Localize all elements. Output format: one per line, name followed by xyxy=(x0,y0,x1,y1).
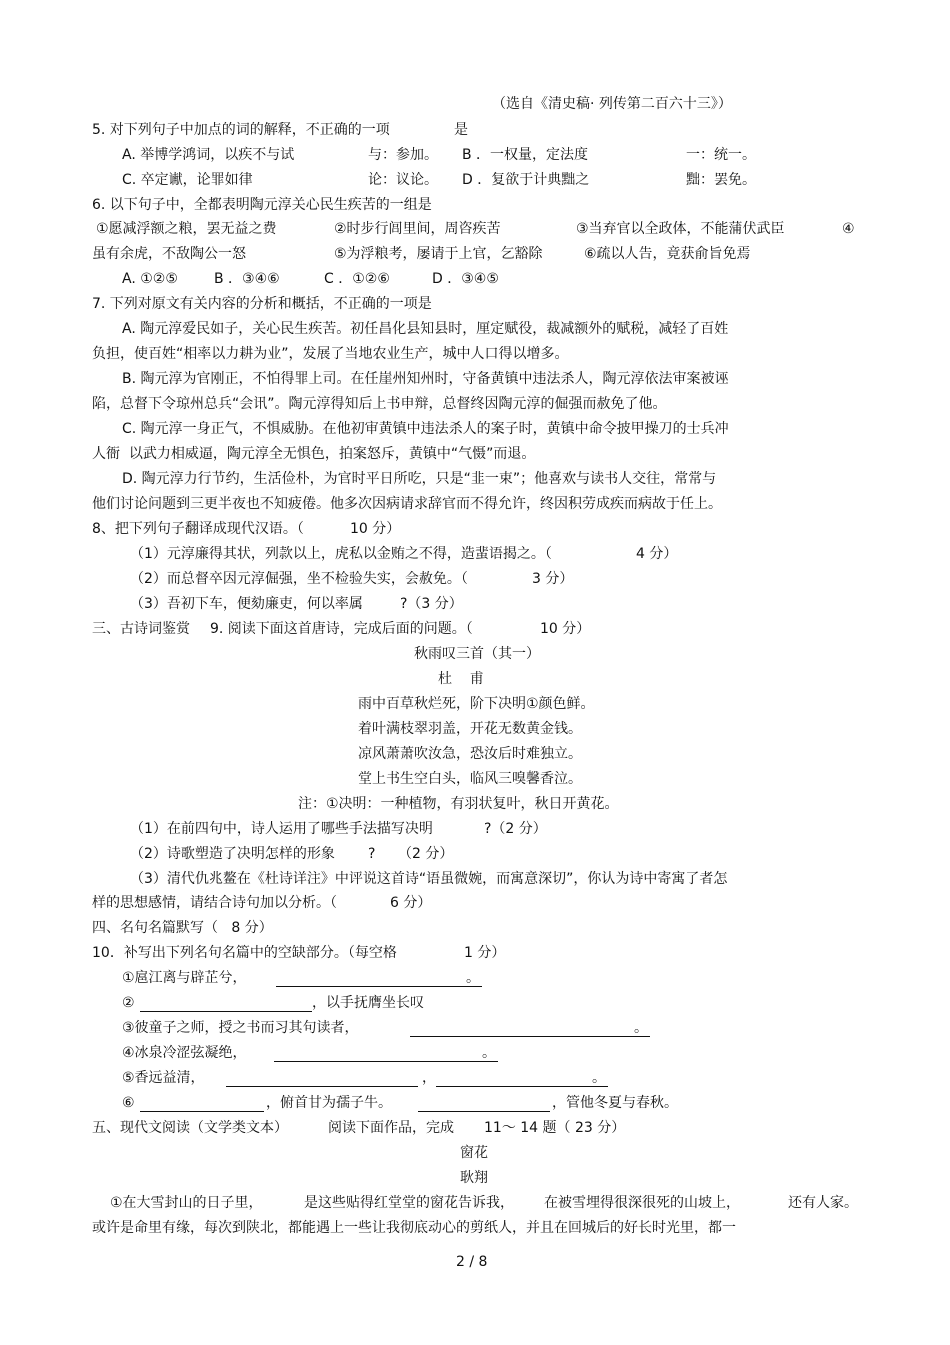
poem-line-3: 凉风萧萧吹汝急，恐汝后时难独立。 xyxy=(358,746,582,762)
q8-item-2-points: 3 分） xyxy=(532,571,574,587)
poem-line-1: 雨中百草秋烂死，阶下决明①颜色鲜。 xyxy=(358,696,595,712)
blank-5b-line[interactable] xyxy=(436,1072,608,1087)
q5-option-b-explanation: 一：统一。 xyxy=(686,147,756,163)
paragraph-1-part-a: ①在大雪封山的日子里， xyxy=(110,1195,263,1211)
poem-line-4: 堂上书生空白头，临风三嗅馨香泣。 xyxy=(358,771,582,787)
q8-item-3-points: ?（3 分） xyxy=(400,596,463,612)
paragraph-1-line2: 或许是命里有缘，每次到陕北，都能遇上一些让我彻底动心的剪纸人，并且在回城后的好长时光里，都一 xyxy=(92,1220,736,1236)
blank-6a-line[interactable] xyxy=(140,1097,264,1112)
q10-stem: 10．补写出下列名句名篇中的空缺部分。（每空格 xyxy=(92,945,397,961)
q7-stem: 7. 下列对原文有关内容的分析和概括，不正确的一项是 xyxy=(92,296,432,312)
blank-5-prompt: ⑤香远益清， xyxy=(122,1070,205,1086)
source-citation: （选自《清史稿· 列传第二百六十三》） xyxy=(492,96,732,112)
q7-option-b-line2: 陷，总督下令琼州总兵“会讯”。陶元淳得知后上书申辩，总督终因陶元淳的倔强而赦免了他。 xyxy=(92,396,667,412)
q6-option-a: A. ①②⑤ xyxy=(122,271,178,287)
q9-part-1: （1）在前四句中，诗人运用了哪些手法描写决明 xyxy=(130,821,433,837)
section-5-heading: 五、现代文阅读（文学类文本） xyxy=(92,1120,288,1136)
blank-6-end: ，管他冬夏与春秋。 xyxy=(552,1095,678,1111)
q5-option-d: D ．复欲于计典黜之 xyxy=(462,172,590,188)
q6-sentence-4-marker: ④ xyxy=(842,221,855,237)
q9-points: 10 分） xyxy=(540,621,591,637)
q8-item-2: （2）而总督卒因元淳倔强，坐不检验失实，会赦免。（ xyxy=(130,571,468,587)
q5-stem: 5. 对下列句子中加点的词的解释，不正确的一项 xyxy=(92,122,390,138)
article-title: 窗花 xyxy=(460,1145,488,1161)
paragraph-1-part-b: 是这些贴得红堂堂的窗花告诉我， xyxy=(304,1195,514,1211)
blank-2-marker: ② xyxy=(122,995,135,1011)
q5-option-a: A. 举博学鸿词，以疾不与试 xyxy=(122,147,295,163)
q8-item-1: （1）元淳廉得其状，列款以上，虎私以金贿之不得，造蜚语揭之。（ xyxy=(130,546,552,562)
q5-option-d-explanation: 黜：罢免。 xyxy=(686,172,756,188)
article-author: 耿翔 xyxy=(460,1170,488,1186)
q6-sentence-1: ①愿减浮额之粮，罢无益之费 xyxy=(96,221,277,237)
q9-part-2: （2）诗歌塑造了决明怎样的形象 xyxy=(130,846,335,862)
blank-3-period: 。 xyxy=(634,1020,648,1036)
q9-part-3-line2: 样的思想感情，请结合诗句加以分析。（ xyxy=(92,895,337,911)
paragraph-1-part-c: 在被雪埋得很深很死的山坡上， xyxy=(544,1195,740,1211)
poem-title: 秋雨叹三首（其一） xyxy=(414,646,540,662)
q9-part-3-line1: （3）清代仇兆鳌在《杜诗详注》中评说这首诗“语虽微婉，而寓意深切”，你认为诗中寄寓了者怎 xyxy=(130,871,728,887)
blank-4-period: 。 xyxy=(482,1045,496,1061)
q9-part-2-points: （2 分） xyxy=(398,846,454,862)
section-4-heading: 四、名句名篇默写（ 8 分） xyxy=(92,920,273,936)
q9-stem: 9. 阅读下面这首唐诗，完成后面的问题。（ xyxy=(210,621,473,637)
blank-1-prompt: ①扈江离与辟芷兮， xyxy=(122,970,247,986)
q9-part-3-points: 6 分） xyxy=(390,895,432,911)
q6-sentence-2: ②时步行闾里间，周咨疾苦 xyxy=(334,221,501,237)
q6-option-b: B ．③④⑥ xyxy=(214,271,280,287)
paragraph-1-part-d: 还有人家。 xyxy=(788,1195,858,1211)
blank-6b-line[interactable] xyxy=(418,1097,550,1112)
q5-option-c-explanation: 论：议论。 xyxy=(368,172,438,188)
q5-option-a-explanation: 与：参加。 xyxy=(368,147,438,163)
q5-stem-end: 是 xyxy=(454,122,468,138)
q6-stem: 6. 以下句子中，全都表明陶元淳关心民生疾苦的一组是 xyxy=(92,197,432,213)
blank-5-period: 。 xyxy=(592,1070,606,1086)
blank-6-middle: ，俯首甘为孺子牛。 xyxy=(266,1095,392,1111)
q7-option-d-line1: D. 陶元淳力行节约，生活俭朴，为官时平日所吃，只是“韭一束”；他喜欢与读书人交往，常常与 xyxy=(122,471,717,487)
q8-item-1-points: 4 分） xyxy=(636,546,678,562)
q7-option-c-line2: 人衙 以武力相威逼，陶元淳全无惧色，拍案怒斥，黄镇中“气慑”而退。 xyxy=(92,446,536,462)
section-3-heading: 三、古诗词鉴赏 xyxy=(92,621,190,637)
blank-4-prompt: ④冰泉冷涩弦凝绝， xyxy=(122,1045,247,1061)
q5-option-b: B ．一权量，定法度 xyxy=(462,147,589,163)
poem-author: 杜 甫 xyxy=(438,671,484,687)
page-number: 2 / 8 xyxy=(456,1254,488,1270)
blank-5a-line[interactable] xyxy=(226,1072,418,1087)
q5-option-c: C. 卒定谳，论罪如律 xyxy=(122,172,253,188)
q9-part-2-qmark: ? xyxy=(368,846,376,862)
poem-line-2: 着叶满枝翠羽盖，开花无数黄金钱。 xyxy=(358,721,582,737)
q8-stem: 8、把下列句子翻译成现代汉语。（ xyxy=(92,521,304,537)
blank-3-line[interactable] xyxy=(410,1022,650,1037)
q7-option-a-line2: 负担，使百姓“相率以力耕为业”，发展了当地农业生产，城中人口得以增多。 xyxy=(92,346,569,362)
blank-5-comma: ， xyxy=(422,1070,436,1086)
blank-2-text: ，以手抚膺坐长叹 xyxy=(312,995,424,1011)
poem-note: 注：①决明：一种植物，有羽状复叶，秋日开黄花。 xyxy=(298,796,619,812)
q6-sentence-6: ⑥疏以人告，竟获俞旨免焉 xyxy=(584,246,751,262)
q9-part-1-points: ?（2 分） xyxy=(484,821,547,837)
q7-option-a-line1: A. 陶元淳爱民如子，关心民生疾苦。初任昌化县知县时，厘定赋役，裁减额外的赋税，减轻了百姓 xyxy=(122,321,729,337)
blank-1-period: 。 xyxy=(466,970,480,986)
blank-3-prompt: ③彼童子之师，授之书而习其句读者， xyxy=(122,1020,359,1036)
q6-option-d: D ．③④⑤ xyxy=(432,271,499,287)
q7-option-c-line1: C. 陶元淳一身正气，不惧威胁。在他初审黄镇中违法杀人的案子时，黄镇中命令披甲操刀的士兵冲 xyxy=(122,421,729,437)
blank-6-marker: ⑥ xyxy=(122,1095,135,1111)
q6-sentence-5: ⑤为浮粮考，屡请于上官，乞豁除 xyxy=(334,246,543,262)
q6-sentence-4: 虽有余虎，不敌陶公一怒 xyxy=(92,246,246,262)
section-5-range: 11～ 14 题（ 23 分） xyxy=(484,1120,626,1136)
blank-2-line[interactable] xyxy=(140,997,312,1012)
q6-option-c: C ．①②⑥ xyxy=(324,271,390,287)
q8-points: 10 分） xyxy=(350,521,401,537)
q6-sentence-3: ③当弃官以全政体，不能蒲伏武臣 xyxy=(576,221,785,237)
section-5-instruction: 阅读下面作品，完成 xyxy=(328,1120,454,1136)
q7-option-d-line2: 他们讨论问题到三更半夜也不知疲倦。他多次因病请求辞官而不得允许，终因积劳成疾而病故于任上。 xyxy=(92,496,722,512)
blank-1-line[interactable] xyxy=(276,972,482,987)
blank-4-line[interactable] xyxy=(274,1047,498,1062)
q8-item-3: （3）吾初下车，便劾廉吏，何以率属 xyxy=(130,596,363,612)
q7-option-b-line1: B. 陶元淳为官刚正，不怕得罪上司。在任崖州知州时，守备黄镇中违法杀人，陶元淳依法审案被诬 xyxy=(122,371,729,387)
q10-points: 1 分） xyxy=(464,945,506,961)
